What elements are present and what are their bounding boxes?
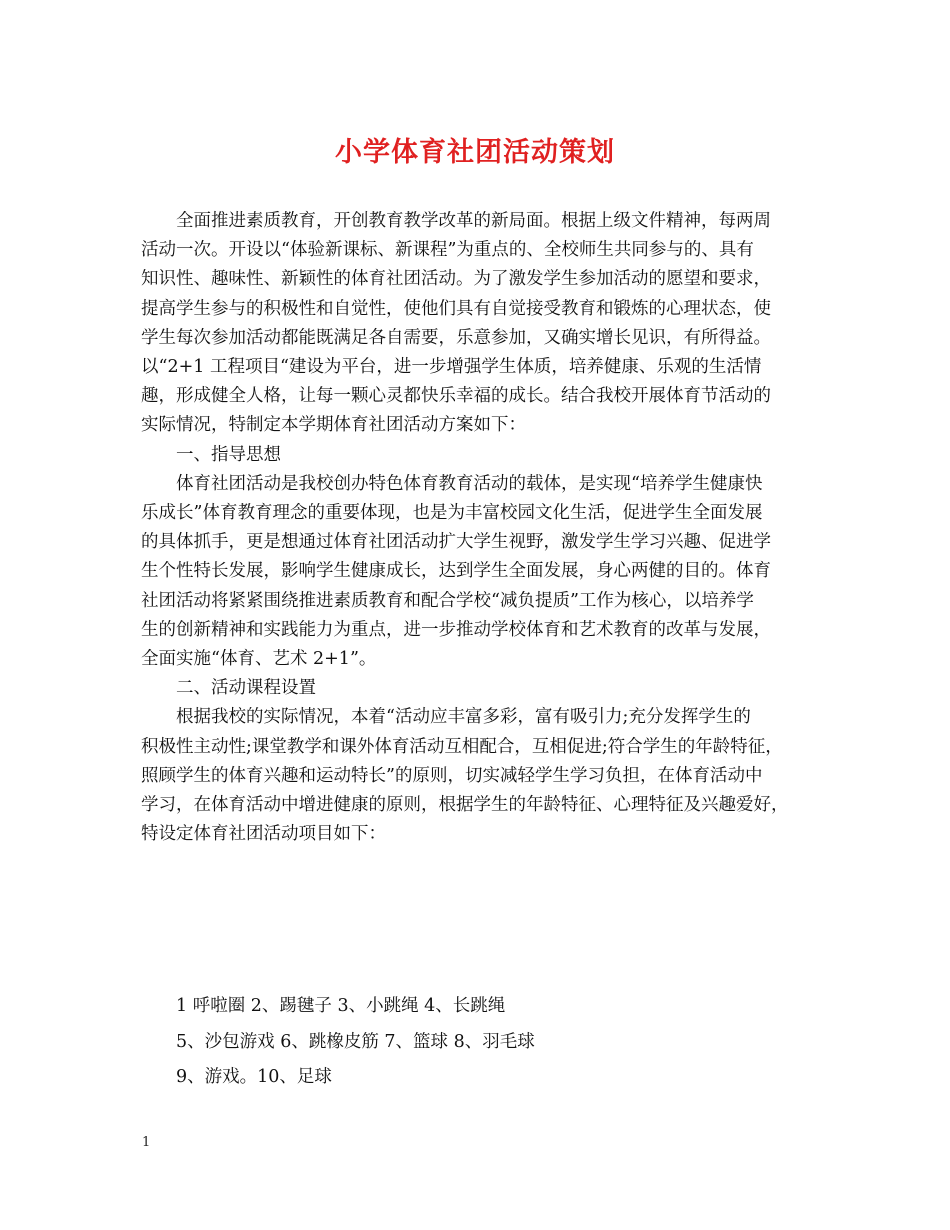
body-line: 以“2+1 工程项目“建设为平台，进一步增强学生体质，培养健康、乐观的生活情 <box>141 357 762 378</box>
body-line: 学习，在体育活动中增进健康的原则，根据学生的年龄特征、心理特征及兴趣爱好， <box>141 795 789 816</box>
body-line: 积极性主动性;课堂教学和课外体育活动互相配合，互相促进;符合学生的年龄特征， <box>141 736 783 757</box>
body-line: 体育社团活动是我校创办特色体育教育活动的载体，是实现“培养学生健康快 <box>176 473 763 494</box>
body-line: 趣，形成健全人格，让每一颗心灵都快乐幸福的成长。结合我校开展体育节活动的 <box>141 386 771 407</box>
list-item: 5、沙包游戏 6、跳橡皮筋 7、篮球 8、羽毛球 <box>176 1031 535 1052</box>
body-line: 实际情况，特制定本学期体育社团活动方案如下： <box>141 415 526 436</box>
body-line: 提高学生参与的积极性和自觉性，使他们具有自觉接受教育和锻炼的心理状态，使 <box>141 298 771 319</box>
activity-list <box>176 989 535 1096</box>
list-item: 9、游戏。10、足球 <box>176 1067 332 1087</box>
body-line: 根据我校的实际情况，本着“活动应丰富多彩，富有吸引力;充分发挥学生的 <box>176 707 751 728</box>
body-line: 活动一次。开设以“体验新课标、新课程”为重点的、全校师生共同参与的、具有 <box>141 240 754 261</box>
body-line: 照顾学生的体育兴趣和运动特长”的原则，切实减轻学生学习负担，在体育活动中 <box>141 765 763 786</box>
document-title: 小学体育社团活动策划 <box>335 137 615 168</box>
body-line: 的具体抓手，更是想通过体育社团活动扩大学生视野，激发学生学习兴趣、促进学 <box>141 532 771 553</box>
list-item: 1 呼啦圈 2、踢毽子 3、小跳绳 4、长跳绳 <box>176 996 506 1016</box>
body-line: 学生每次参加活动都能既满足各自需要，乐意参加，又确实增长见识，有所得益。 <box>141 327 771 348</box>
body-line: 特设定体育社团活动项目如下： <box>141 824 386 845</box>
section-heading-guiding-thought: 一、指导思想 <box>176 444 281 465</box>
body-line: 生的创新精神和实践能力为重点，进一步推动学校体育和艺术教育的改革与发展， <box>141 619 771 640</box>
page-number: 1 <box>142 1135 151 1150</box>
body-line: 社团活动将紧紧围绕推进素质教育和配合学校“减负提质”工作为核心，以培养学 <box>141 590 754 611</box>
section-heading-course-setup: 二、活动课程设置 <box>176 678 316 699</box>
body-line: 全面实施“体育、艺术 2+1”。 <box>141 649 377 670</box>
body-line: 生个性特长发展，影响学生健康成长，达到学生全面发展，身心两健的目的。体育 <box>141 561 771 582</box>
body-line: 乐成长”体育教育理念的重要体现，也是为丰富校园文化生活，促进学生全面发展 <box>141 503 763 524</box>
body-line: 全面推进素质教育，开创教育教学改革的新局面。根据上级文件精神，每两周 <box>176 211 771 231</box>
body-line: 知识性、趣味性、新颖性的体育社团活动。为了激发学生参加活动的愿望和要求， <box>141 269 771 290</box>
document-body <box>141 207 811 849</box>
